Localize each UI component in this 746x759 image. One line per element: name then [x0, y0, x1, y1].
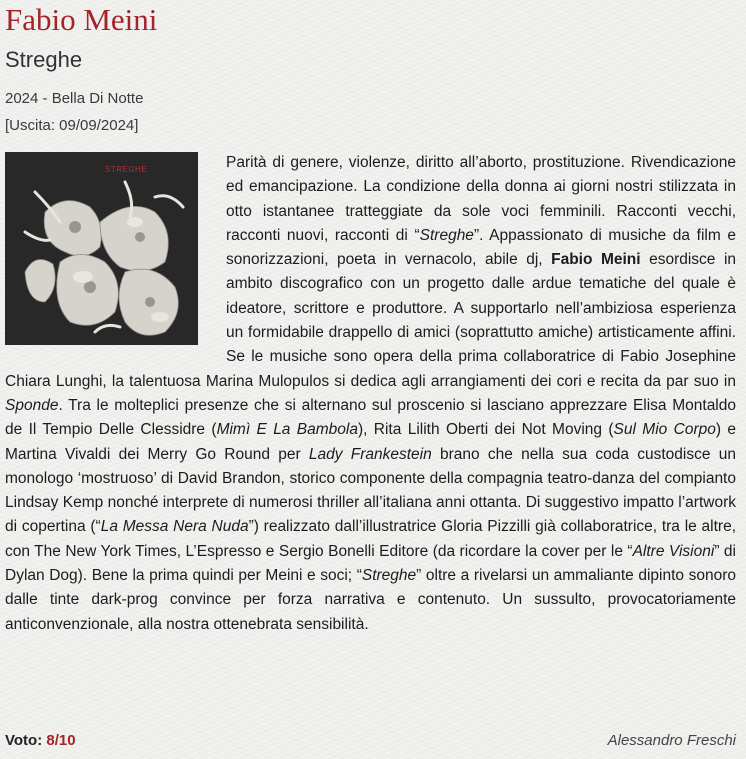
- review-italic-2: Sponde: [5, 396, 59, 414]
- review-italic-8: Streghe: [361, 567, 417, 585]
- year-label: 2024 - Bella Di Notte: [5, 90, 144, 107]
- vote-value: 8/10: [46, 732, 76, 749]
- review-text-9: ” di Dylan Dog). Bene la prima quindi per Meini e soci; “: [5, 542, 736, 585]
- review-text-3: esordisce in ambito discografico con un progetto dalle ardue tematiche del quale è ideatore, scrittore e produttore. A supportarlo nell’ambiziosa esperienza un formidabile drappello di amici (soprattutto amiche) artisticamente affini. Se le musiche sono opera della prima collaboratrice di Fabio Josephine Chiara Lunghi, la talentuosa Marina Mulopulos si dedica agli arrangiamenti dei cori e recita da par suo in: [5, 251, 737, 390]
- review-author: Alessandro Freschi: [607, 732, 736, 749]
- review-text-7: brano che nella sua coda custodisce un monologo ‘mostruoso’ di David Brandon, storico componente della compagnia teatro-danza del compianto Lindsay Kemp nonché interprete di numerosi thriller all’italiana anni ottanta. Di suggestivo impatto l’artwork di copertina (“: [5, 445, 736, 536]
- artist-name: Fabio Meini: [5, 2, 158, 37]
- review-text-5: ), Rita Lilith Oberti dei Not Moving (: [357, 421, 614, 439]
- cover-title-text: STREGHE: [105, 165, 148, 174]
- album-title: Streghe: [5, 47, 83, 72]
- review-text-1: Parità di genere, violenze, diritto all’aborto, prostituzione. Rivendicazione ed emancipazione. La condizione della donna ai giorni nostri stilizzata in otto istantanee tratteggiate da sole voci femminili. Racconti vecchi, racconti nuovi, racconti di “: [226, 154, 736, 244]
- album-cover-image[interactable]: [5, 152, 198, 345]
- review-text-4: . Tra le molteplici presenze che si alternano sul proscenio si lasciano apprezzare Elisa Montaldo de Il Tempio Delle Clessidre (: [5, 396, 736, 439]
- review-italic-6: La Messa Nera Nuda: [100, 518, 249, 536]
- review-italic-5: Lady Frankestein: [308, 445, 432, 463]
- review-italic-4: Sul Mio Corpo: [613, 421, 716, 439]
- review-footer: [5, 730, 736, 752]
- artist-mention: Fabio Meini: [551, 251, 641, 269]
- review-text-10: ” oltre a rivelarsi un ammaliante dipinto sonoro dalle tinte dark-prog convince per forza narrativa e contenuto. Un sussulto, provocatoriamente anticonvenzionale, alla nostra ottenebrata sensibilità.: [5, 567, 737, 633]
- review-text-2: ”. Appassionato di musiche da film e sonorizzazioni, poeta in vernacolo, abile dj,: [226, 226, 736, 269]
- review-italic-7: Altre Visioni: [632, 542, 715, 560]
- review-text-8: ”) realizzato dall’illustratrice Gloria Pizzilli già collaboratrice, tra le altre, con The New York Times, L’Espresso e Sergio Bonelli Editore (da ricordare la cover per le “: [5, 518, 736, 560]
- review-italic-3: Mimì E La Bambola: [216, 421, 358, 439]
- release-date: [Uscita: 09/09/2024]: [5, 117, 139, 134]
- review-italic-1: Streghe: [419, 226, 474, 244]
- review-body: [5, 151, 736, 637]
- vote-label: Voto:: [5, 732, 47, 749]
- review-text-6: ) e Martina Vivaldi dei Merry Go Round per: [5, 421, 736, 463]
- cover-artwork-illustration: [5, 152, 198, 345]
